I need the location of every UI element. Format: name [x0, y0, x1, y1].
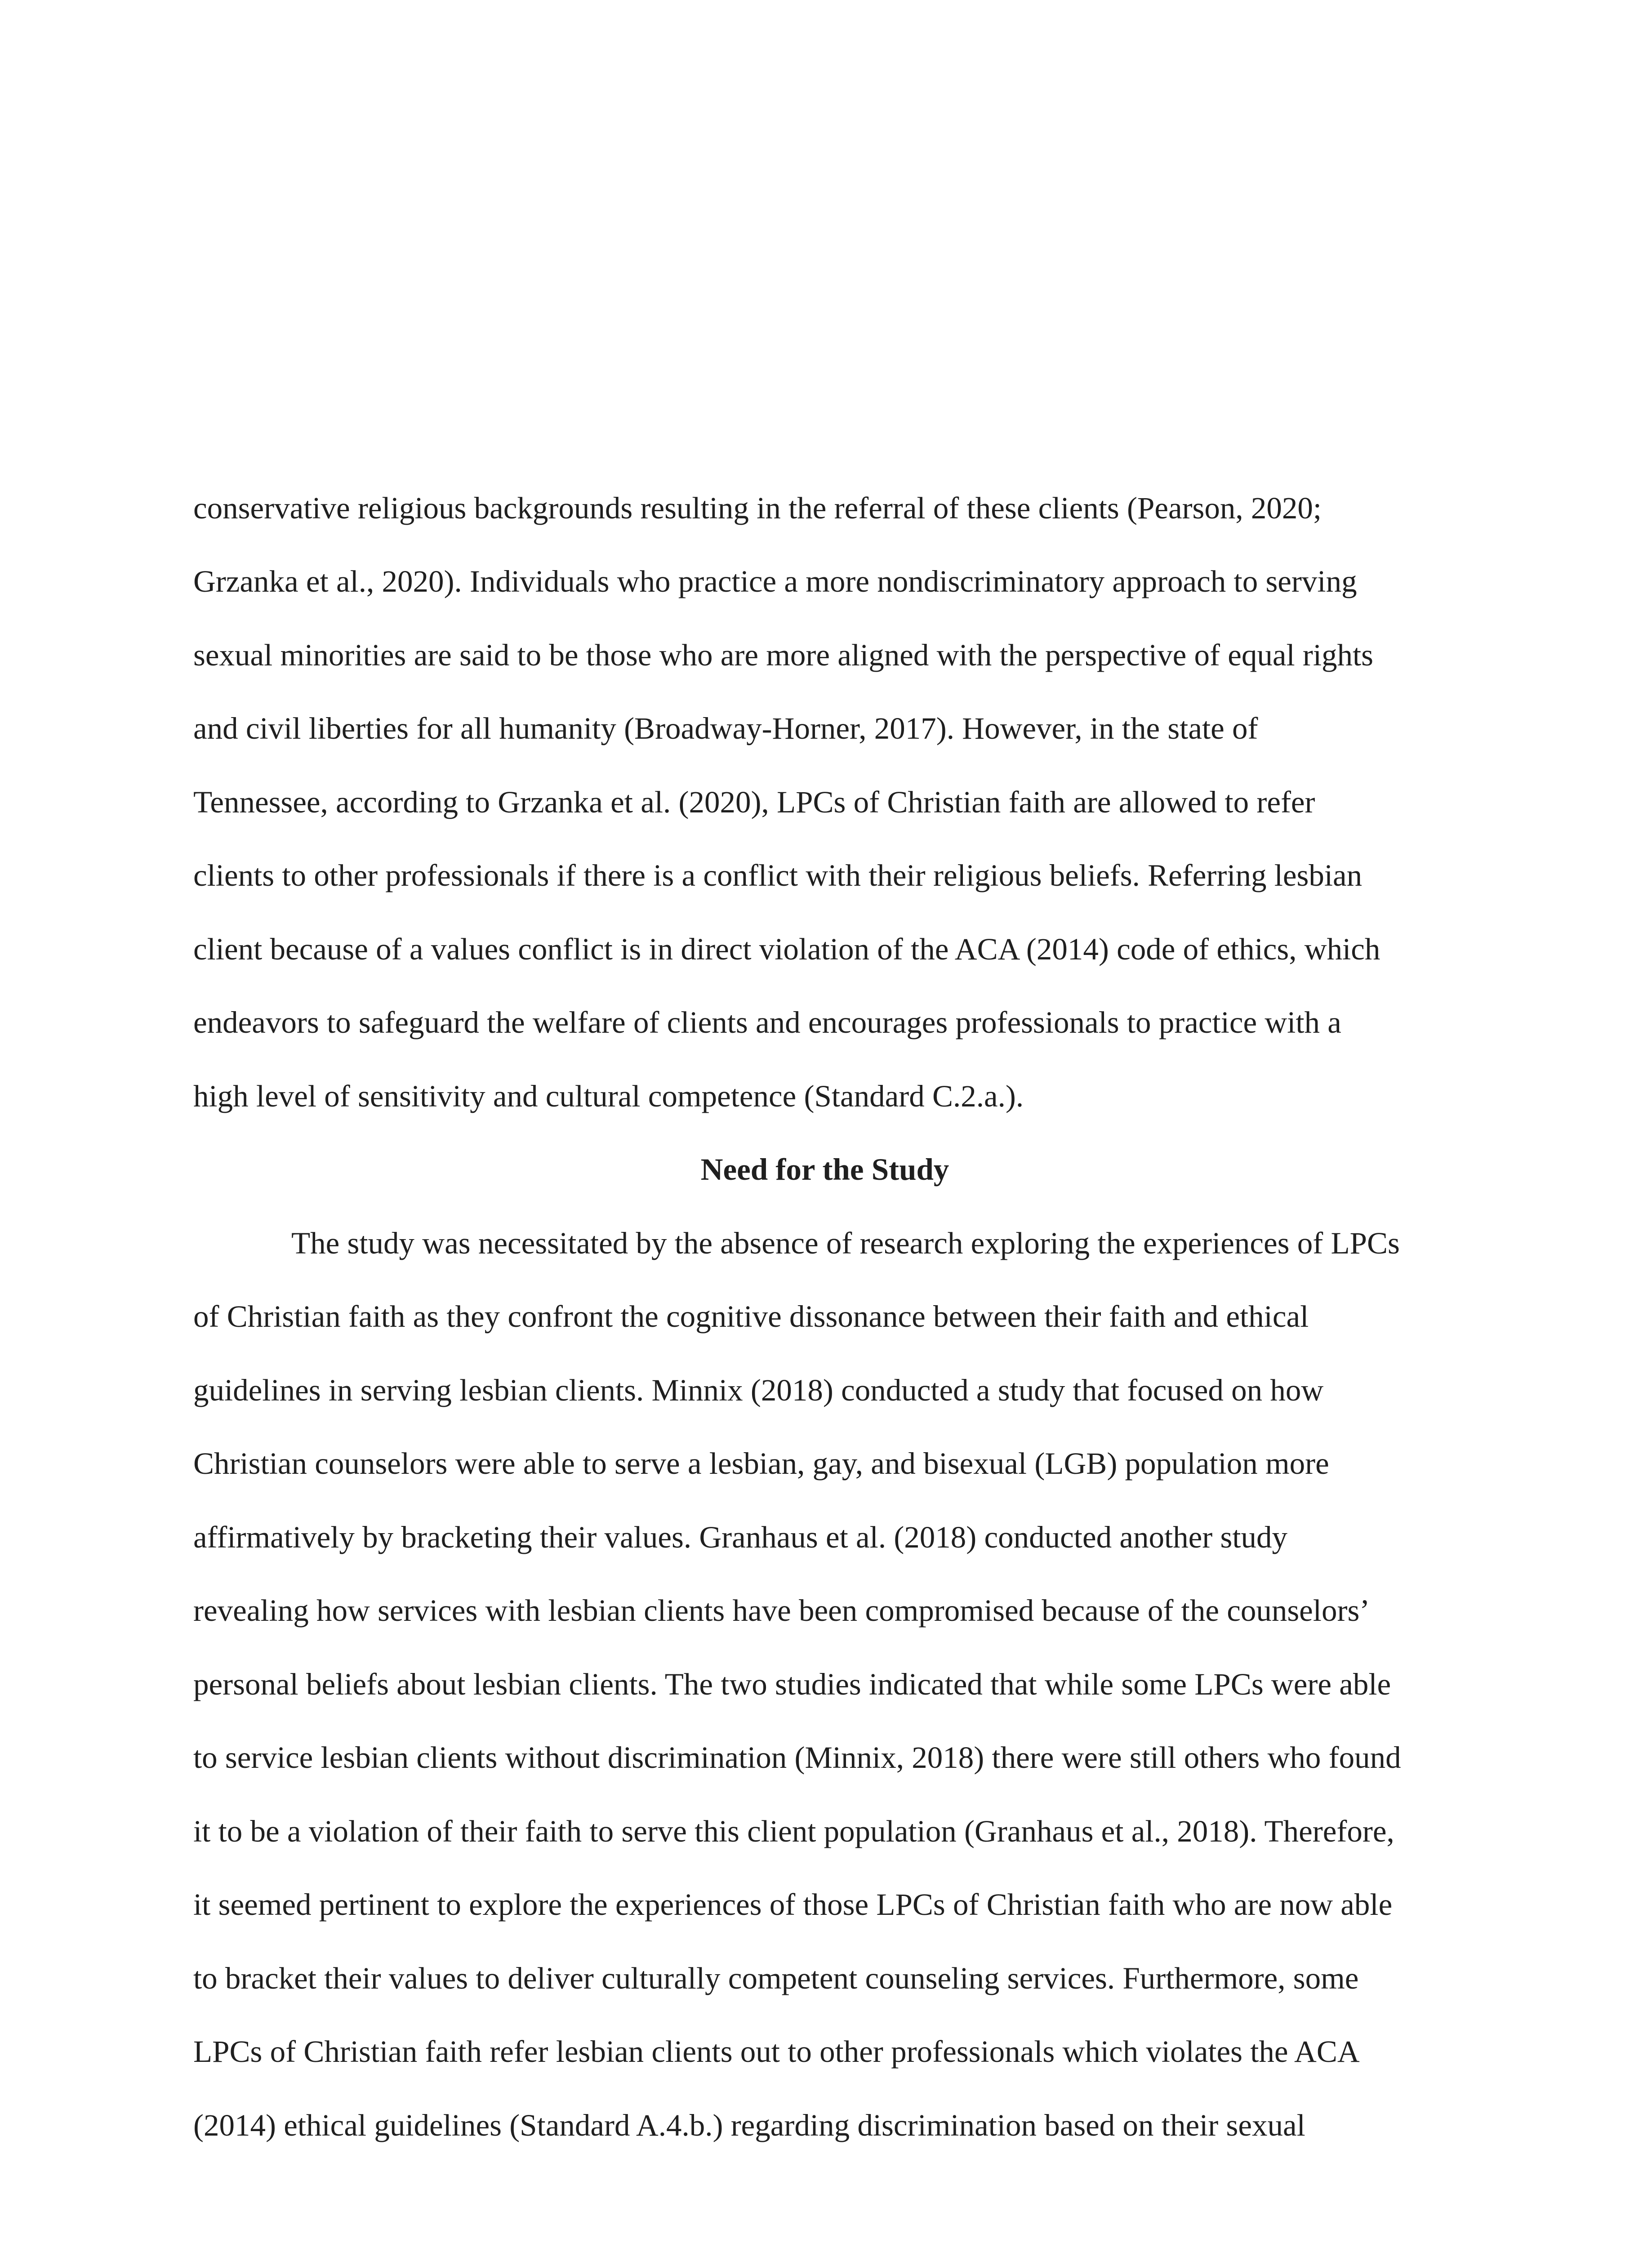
body-line: to bracket their values to deliver culturally competent counseling services. Furthermore, some [193, 1961, 1359, 1995]
body-line: guidelines in serving lesbian clients. Minnix (2018) conducted a study that focused on how [193, 1373, 1324, 1407]
body-line: it to be a violation of their faith to serve this client population (Granhaus et al., 2018). Therefore, [193, 1814, 1394, 1848]
body-line: clients to other professionals if there is a conflict with their religious beliefs. Referring lesbian [193, 858, 1363, 892]
body-line: personal beliefs about lesbian clients. The two studies indicated that while some LPCs were able [193, 1667, 1391, 1701]
body-line: of Christian faith as they confront the cognitive dissonance between their faith and ethical [193, 1299, 1309, 1334]
body-line: The study was necessitated by the absence of research exploring the experiences of LPCs [291, 1226, 1400, 1260]
body-line: conservative religious backgrounds resulting in the referral of these clients (Pearson, 2020; [193, 491, 1322, 525]
body-line: sexual minorities are said to be those who are more aligned with the perspective of equal rights [193, 638, 1374, 672]
body-line: Grzanka et al., 2020). Individuals who practice a more nondiscriminatory approach to serving [193, 564, 1357, 598]
body-line: Christian counselors were able to serve a lesbian, gay, and bisexual (LGB) population more [193, 1446, 1329, 1481]
body-line: it seemed pertinent to explore the experiences of those LPCs of Christian faith who are now able [193, 1887, 1393, 1922]
body-line: Tennessee, according to Grzanka et al. (2020), LPCs of Christian faith are allowed to refer [193, 785, 1315, 819]
body-line: affirmatively by bracketing their values. Granhaus et al. (2018) conducted another study [193, 1520, 1288, 1554]
section-heading: Need for the Study [700, 1152, 949, 1186]
body-line: to service lesbian clients without discrimination (Minnix, 2018) there were still others who found [193, 1740, 1401, 1775]
body-line: high level of sensitivity and cultural competence (Standard C.2.a.). [193, 1079, 1024, 1113]
body-line: and civil liberties for all humanity (Broadway-Horner, 2017). However, in the state of [193, 711, 1258, 745]
body-line: LPCs of Christian faith refer lesbian clients out to other professionals which violates the ACA [193, 2034, 1360, 2069]
body-line: endeavors to safeguard the welfare of clients and encourages professionals to practice with a [193, 1005, 1341, 1039]
body-line: revealing how services with lesbian clients have been compromised because of the counselors’ [193, 1593, 1370, 1628]
body-line: (2014) ethical guidelines (Standard A.4.b.) regarding discrimination based on their sexual [193, 2108, 1305, 2142]
body-line: client because of a values conflict is in direct violation of the ACA (2014) code of ethics, which [193, 932, 1380, 966]
